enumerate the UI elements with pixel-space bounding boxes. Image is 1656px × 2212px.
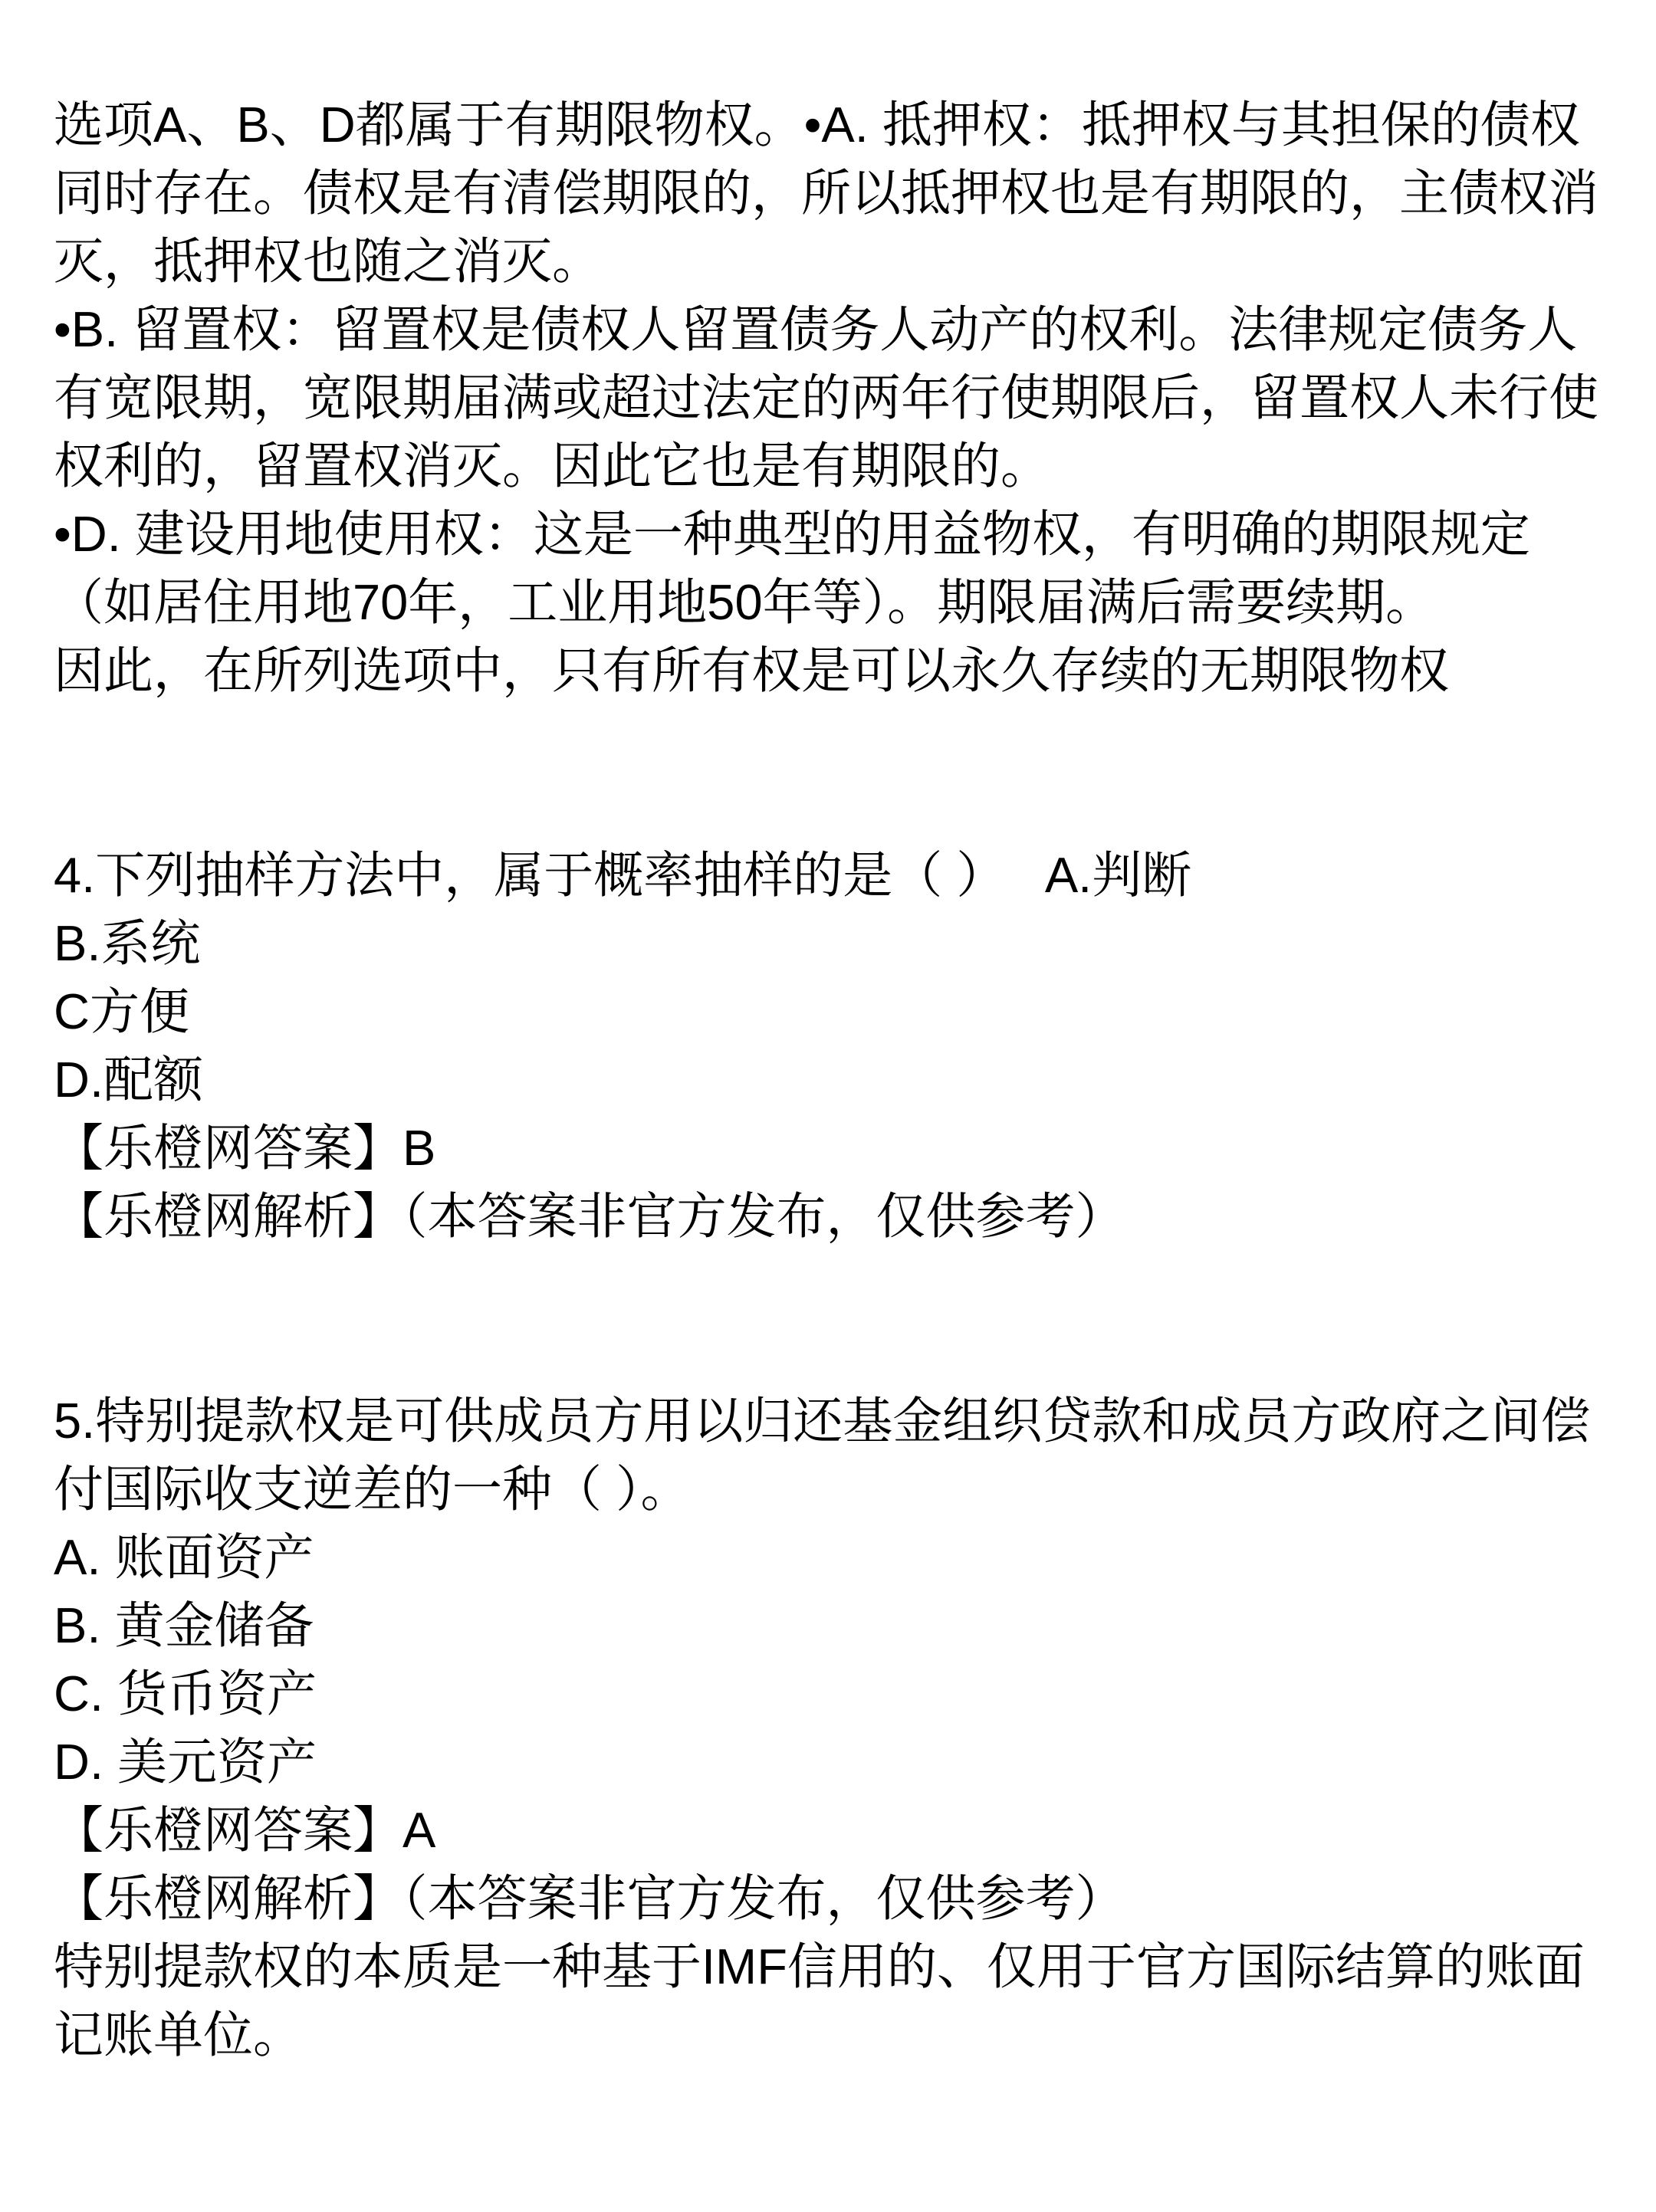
question-5-stem-line-2: 付国际收支逆差的一种（ ）。	[54, 1461, 691, 1517]
question-4-option-d: D.配额	[54, 1052, 204, 1108]
answer-explanation-block	[54, 90, 1625, 704]
explanation-line: 权利的，留置权消灭。因此它也是有期限的。	[54, 438, 1051, 494]
explanation-line: 灭，抵押权也随之消灭。	[54, 233, 603, 289]
question-5-option-b: B. 黄金储备	[54, 1597, 314, 1653]
question-5-analysis-text-line-2: 记账单位。	[54, 2007, 304, 2063]
explanation-line: 同时存在。债权是有清偿期限的，所以抵押权也是有期限的，主债权消	[54, 165, 1599, 221]
explanation-line: 因此，在所列选项中，只有所有权是可以永久存续的无期限物权	[54, 642, 1450, 698]
question-5-option-c: C. 货币资产	[54, 1666, 317, 1721]
question-5-option-d: D. 美元资产	[54, 1734, 317, 1790]
explanation-line: •B. 留置权：留置权是债权人留置债务人动产的权利。法律规定债务人	[54, 301, 1578, 357]
question-4-answer-line: 【乐橙网答案】B	[54, 1120, 436, 1176]
question-5-answer-line: 【乐橙网答案】A	[54, 1802, 436, 1858]
explanation-line: 选项A、B、D都属于有期限物权。•A. 抵押权：抵押权与其担保的债权	[54, 97, 1580, 153]
question-4-stem-and-option-a: 4.下列抽样方法中，属于概率抽样的是（ ） A.判断	[54, 847, 1192, 903]
explanation-line: （如居住用地70年，工业用地50年等）。期限届满后需要续期。	[54, 574, 1436, 630]
question-5-block	[54, 1387, 1625, 2069]
question-5-option-a: A. 账面资产	[54, 1529, 314, 1585]
explanation-line: •D. 建设用地使用权：这是一种典型的用益物权，有明确的期限规定	[54, 506, 1530, 562]
question-4-option-c: C方便	[54, 983, 189, 1039]
question-5-analysis-text-line-1: 特别提款权的本质是一种基于IMF信用的、仅用于官方国际结算的账面	[54, 1938, 1585, 1994]
question-5-stem-line-1: 5.特别提款权是可供成员方用以归还基金组织贷款和成员方政府之间偿	[54, 1393, 1591, 1449]
question-4-analysis-line: 【乐橙网解析】（本答案非官方发布，仅供参考）	[54, 1188, 1125, 1244]
question-4-option-b: B.系统	[54, 915, 201, 971]
question-5-analysis-line: 【乐橙网解析】（本答案非官方发布，仅供参考）	[54, 1870, 1125, 1926]
question-4-block	[54, 841, 1625, 1250]
explanation-line: 有宽限期，宽限期届满或超过法定的两年行使期限后，留置权人未行使	[54, 369, 1599, 425]
